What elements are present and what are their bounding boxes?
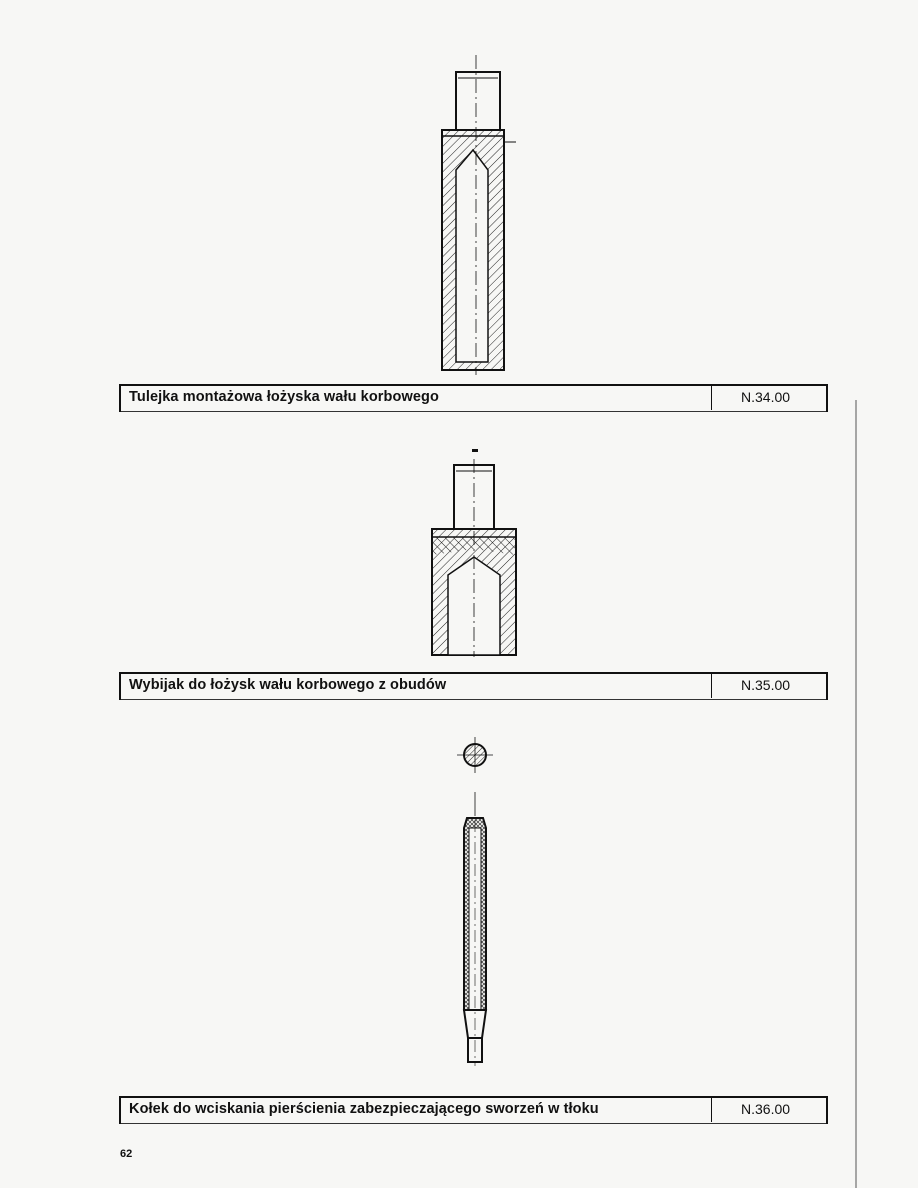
caption-row-3 xyxy=(119,1096,828,1124)
tool-name: Tulejka montażowa łożyska wału korbowego xyxy=(129,389,439,405)
tool-name: Kołek do wciskania pierścienia zabezpieczającego sworzeń w tłoku xyxy=(129,1101,599,1117)
drawing-sleeve-tool xyxy=(420,50,540,380)
tool-code: N.34.00 xyxy=(741,389,791,405)
drawing-pin-tool xyxy=(450,790,500,1070)
caption-row-2 xyxy=(119,672,828,700)
page-number: 62 xyxy=(120,1148,133,1160)
drawing-pin-section xyxy=(455,735,495,775)
tool-code: N.35.00 xyxy=(741,677,791,693)
scan-edge-shadow xyxy=(855,400,857,1188)
tool-code: N.36.00 xyxy=(741,1101,791,1117)
caption-row-1 xyxy=(119,384,828,412)
tool-name: Wybijak do łożysk wału korbowego z obudów xyxy=(129,677,447,693)
drawing-bearing-punch xyxy=(420,445,530,660)
